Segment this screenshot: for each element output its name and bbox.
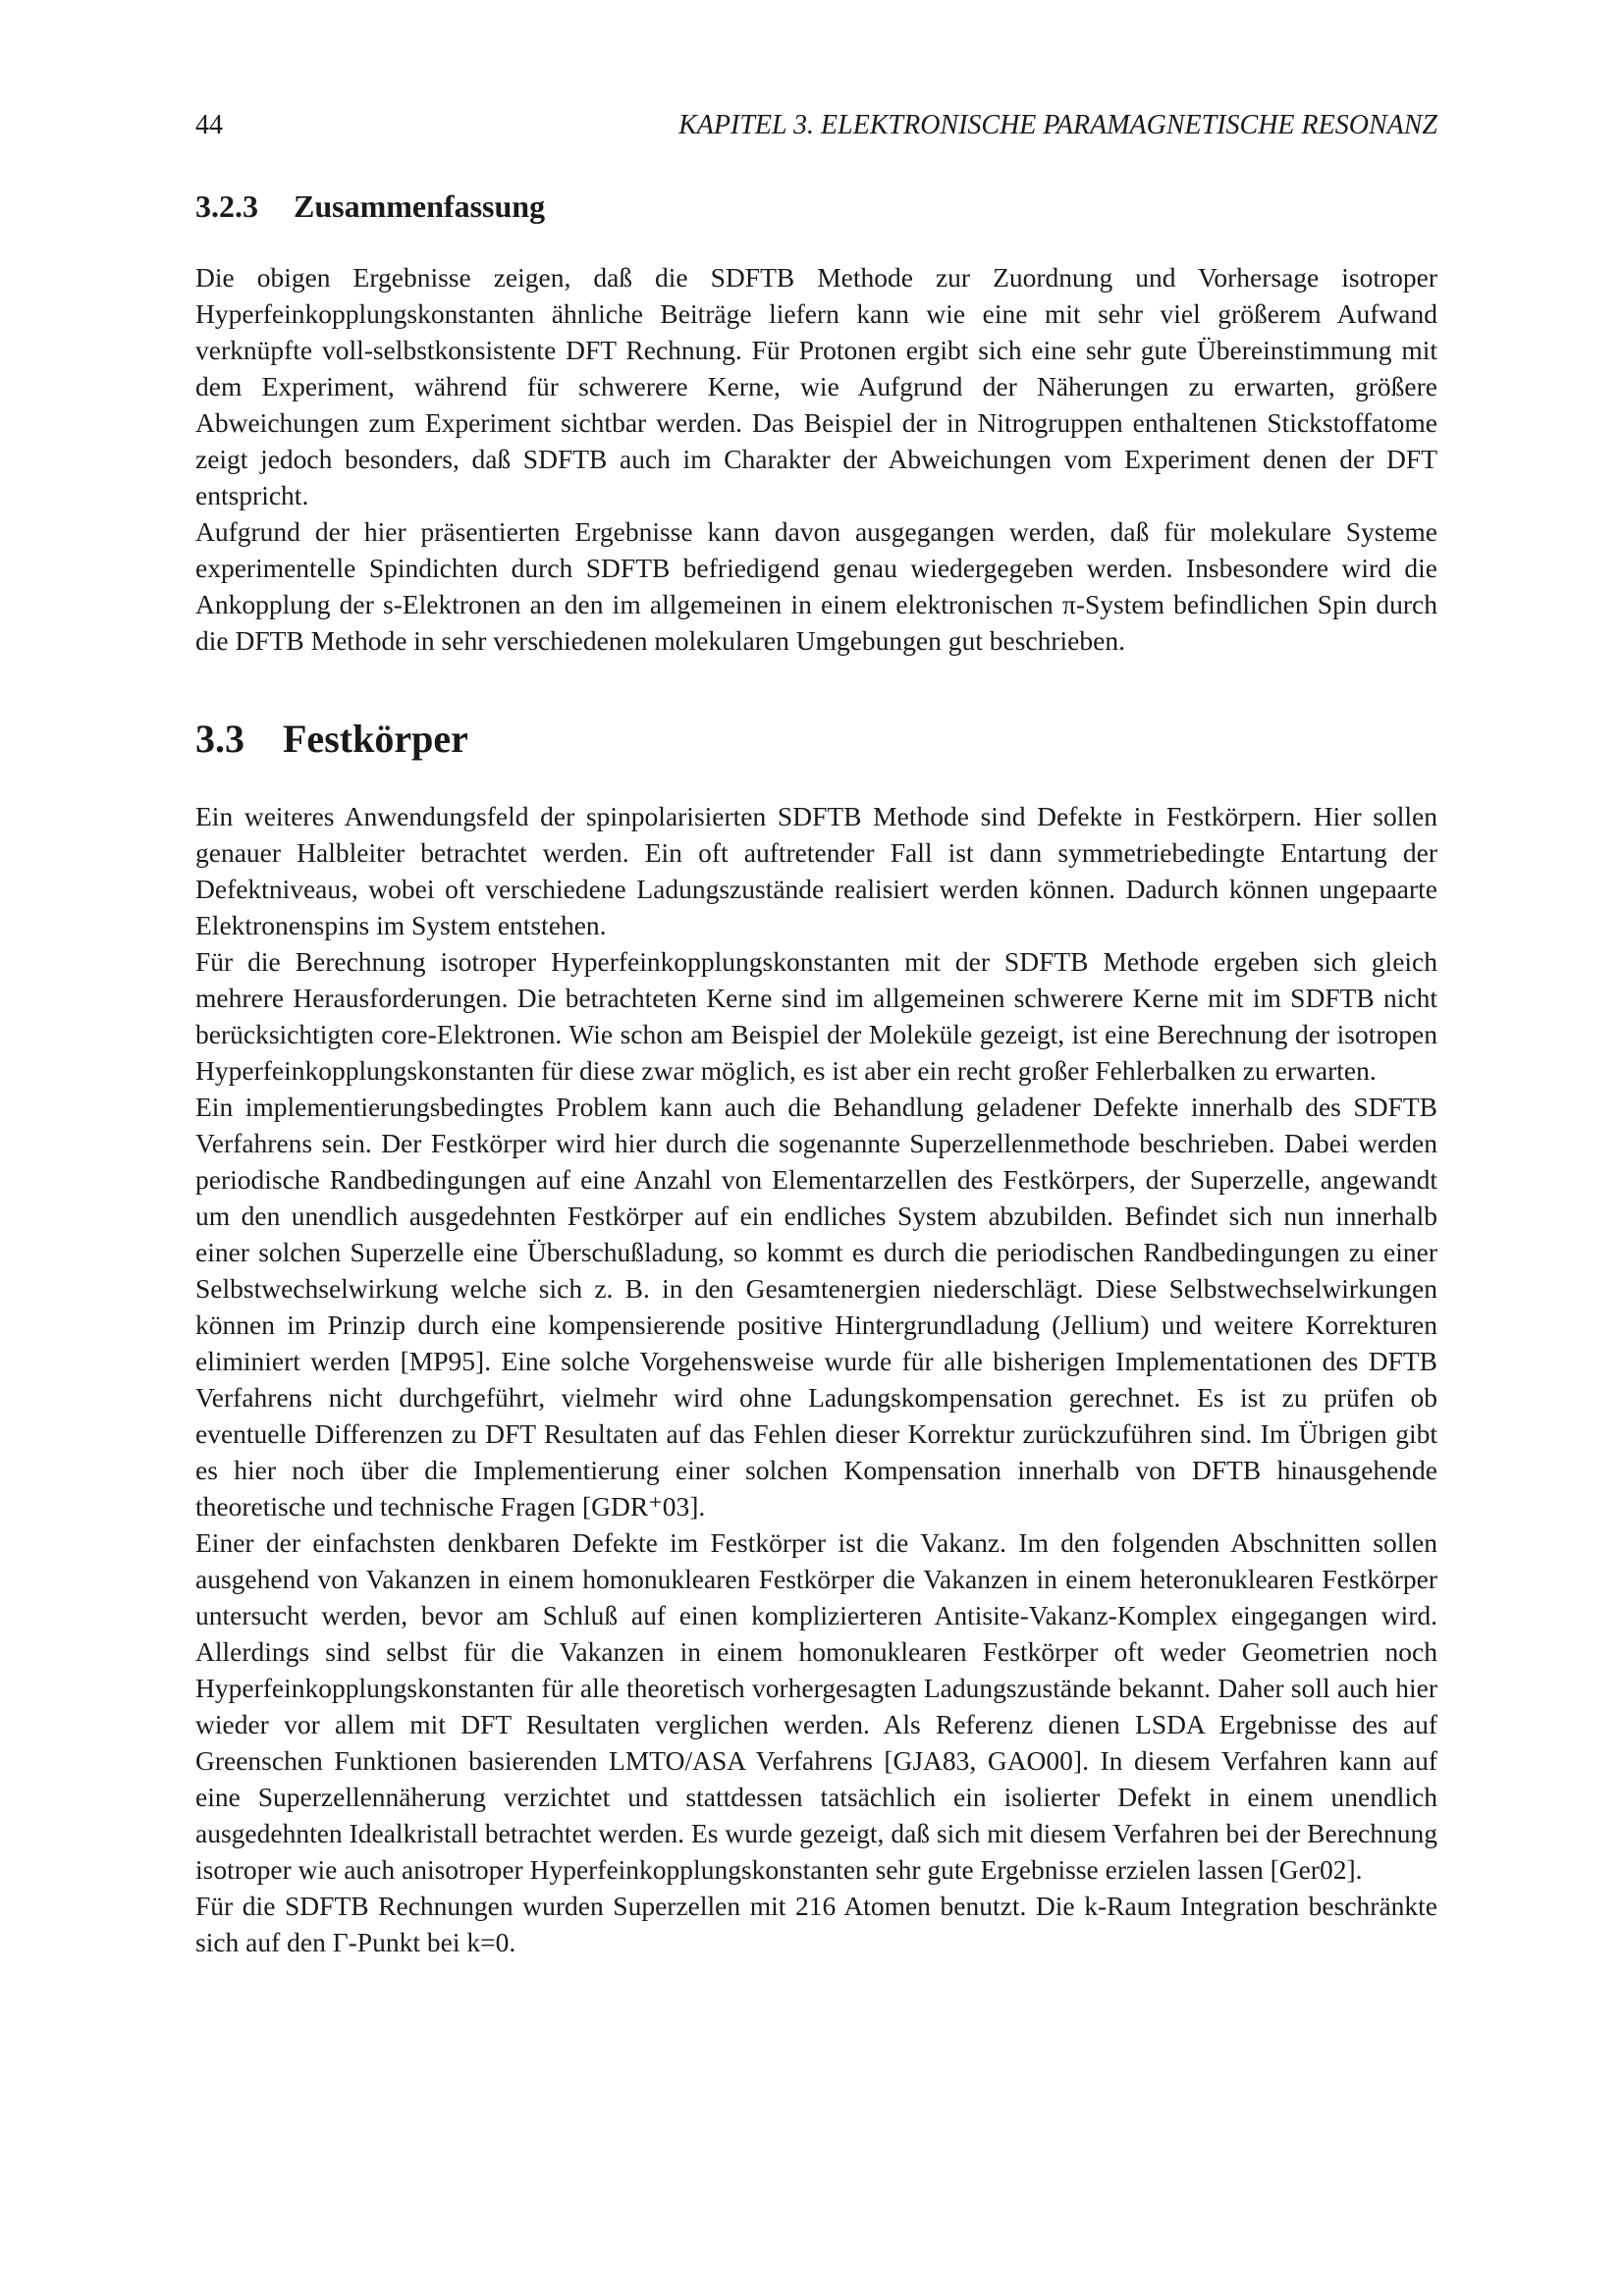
running-header [195, 106, 1437, 145]
paragraph: Ein weiteres Anwendungsfeld der spinpolarisierten SDFTB Methode sind Defekte in Festkörpern. Hier sollen genauer Halbleiter betrachtet werden. Ein oft auftretender Fall ist dann symmetriebedingte Entartung der Defektniveaus, wobei oft verschiedene Ladungszustände realisiert werden können. Dadurch können ungepaarte Elektronenspins im System entstehen. [195, 801, 1437, 940]
paragraph: Für die SDFTB Rechnungen wurden Superzellen mit 216 Atomen benutzt. Die k-Raum Integration beschränkte sich auf den Γ-Punkt bei k=0. [195, 1891, 1437, 1957]
subsection-number: 3.2.3 [195, 188, 258, 224]
subsection-heading [195, 187, 1437, 226]
section-number: 3.3 [195, 717, 244, 761]
paragraph: Aufgrund der hier präsentierten Ergebnisse kann davon ausgegangen werden, daß für molekulare Systeme experimentelle Spindichten durch SDFTB befriedigend genau wiedergegeben werden. Insbesondere wird die Ankopplung der s-Elektronen an den im allgemeinen in einem elektronischen π-System befindlichen Spin durch die DFTB Methode in sehr verschiedenen molekularen Umgebungen gut beschrieben. [195, 516, 1437, 656]
paragraph: Die obigen Ergebnisse zeigen, daß die SDFTB Methode zur Zuordnung und Vorhersage isotroper Hyperfeinkopplungskonstanten ähnliche Beiträge liefern kann wie eine mit sehr viel größerem Aufwand verknüpfte voll-selbstkonsistente DFT Rechnung. Für Protonen ergibt sich eine sehr gute Übereinstimmung mit dem Experiment, während für schwerere Kerne, wie Aufgrund der Näherungen zu erwarten, größere Abweichungen zum Experiment sichtbar werden. Das Beispiel der in Nitrogruppen enthaltenen Stickstoffatome zeigt jedoch besonders, daß SDFTB auch im Charakter der Abweichungen vom Experiment denen der DFT entspricht. [195, 262, 1437, 510]
subsection-body [195, 259, 1437, 659]
subsection-title: Zusammenfassung [294, 188, 546, 224]
section-body [195, 798, 1437, 1960]
page-number: 44 [195, 110, 223, 140]
paragraph: Für die Berechnung isotroper Hyperfeinkopplungskonstanten mit der SDFTB Methode ergeben sich gleich mehrere Herausforderungen. Die betrachteten Kerne sind im allgemeinen schwerere Kerne mit im SDFTB nicht berücksichtigten core-Elektronen. Wie schon am Beispiel der Moleküle gezeigt, ist eine Berechnung der isotropen Hyperfeinkopplungskonstanten für diese zwar möglich, es ist aber ein recht großer Fehlerbalken zu erwarten. [195, 946, 1437, 1086]
section-title: Festkörper [283, 717, 468, 761]
chapter-title: KAPITEL 3. ELEKTRONISCHE PARAMAGNETISCHE RESONANZ [678, 110, 1437, 140]
document-page [195, 106, 1437, 1960]
section-heading [195, 716, 1437, 763]
paragraph: Einer der einfachsten denkbaren Defekte im Festkörper ist die Vakanz. Im den folgenden Abschnitten sollen ausgehend von Vakanzen in einem homonuklearen Festkörper die Vakanzen in einem heteronuklearen Festkörper untersucht werden, bevor am Schluß auf einen komplizierteren Antisite-Vakanz-Komplex eingegangen wird. Allerdings sind selbst für die Vakanzen in einem homonuklearen Festkörper oft weder Geometrien noch Hyperfeinkopplungskonstanten für alle theoretisch vorhergesagten Ladungszustände bekannt. Daher soll auch hier wieder vor allem mit DFT Resultaten verglichen werden. Als Referenz dienen LSDA Ergebnisse des auf Greenschen Funktionen basierenden LMTO/ASA Verfahrens [GJA83, GAO00]. In diesem Verfahren kann auf eine Superzellennäherung verzichtet und stattdessen tatsächlich ein isolierter Defekt in einem unendlich ausgedehnten Idealkristall betrachtet werden. Es wurde gezeigt, daß sich mit diesem Verfahren bei der Berechnung isotroper wie auch anisotroper Hyperfeinkopplungskonstanten sehr gute Ergebnisse erzielen lassen [Ger02]. [195, 1527, 1437, 1885]
paragraph: Ein implementierungsbedingtes Problem kann auch die Behandlung geladener Defekte innerhalb des SDFTB Verfahrens sein. Der Festkörper wird hier durch die sogenannte Superzellenmethode beschrieben. Dabei werden periodische Randbedingungen auf eine Anzahl von Elementarzellen des Festkörpers, der Superzelle, angewandt um den unendlich ausgedehnten Festkörper auf ein endliches System abzubilden. Befindet sich nun innerhalb einer solchen Superzelle eine Überschußladung, so kommt es durch die periodischen Randbedingungen zu einer Selbstwechselwirkung welche sich z. B. in den Gesamtenergien niederschlägt. Diese Selbstwechselwirkungen können im Prinzip durch eine kompensierende positive Hintergrundladung (Jellium) und weitere Korrekturen eliminiert werden [MP95]. Eine solche Vorgehensweise wurde für alle bisherigen Implementationen des DFTB Verfahrens nicht durchgeführt, vielmehr wird ohne Ladungskompensation gerechnet. Es ist zu prüfen ob eventuelle Differenzen zu DFT Resultaten auf das Fehlen dieser Korrektur zurückzuführen sind. Im Übrigen gibt es hier noch über die Implementierung einer solchen Kompensation innerhalb von DFTB hinausgehende theoretische und technische Fragen [GDR⁺03]. [195, 1092, 1437, 1522]
